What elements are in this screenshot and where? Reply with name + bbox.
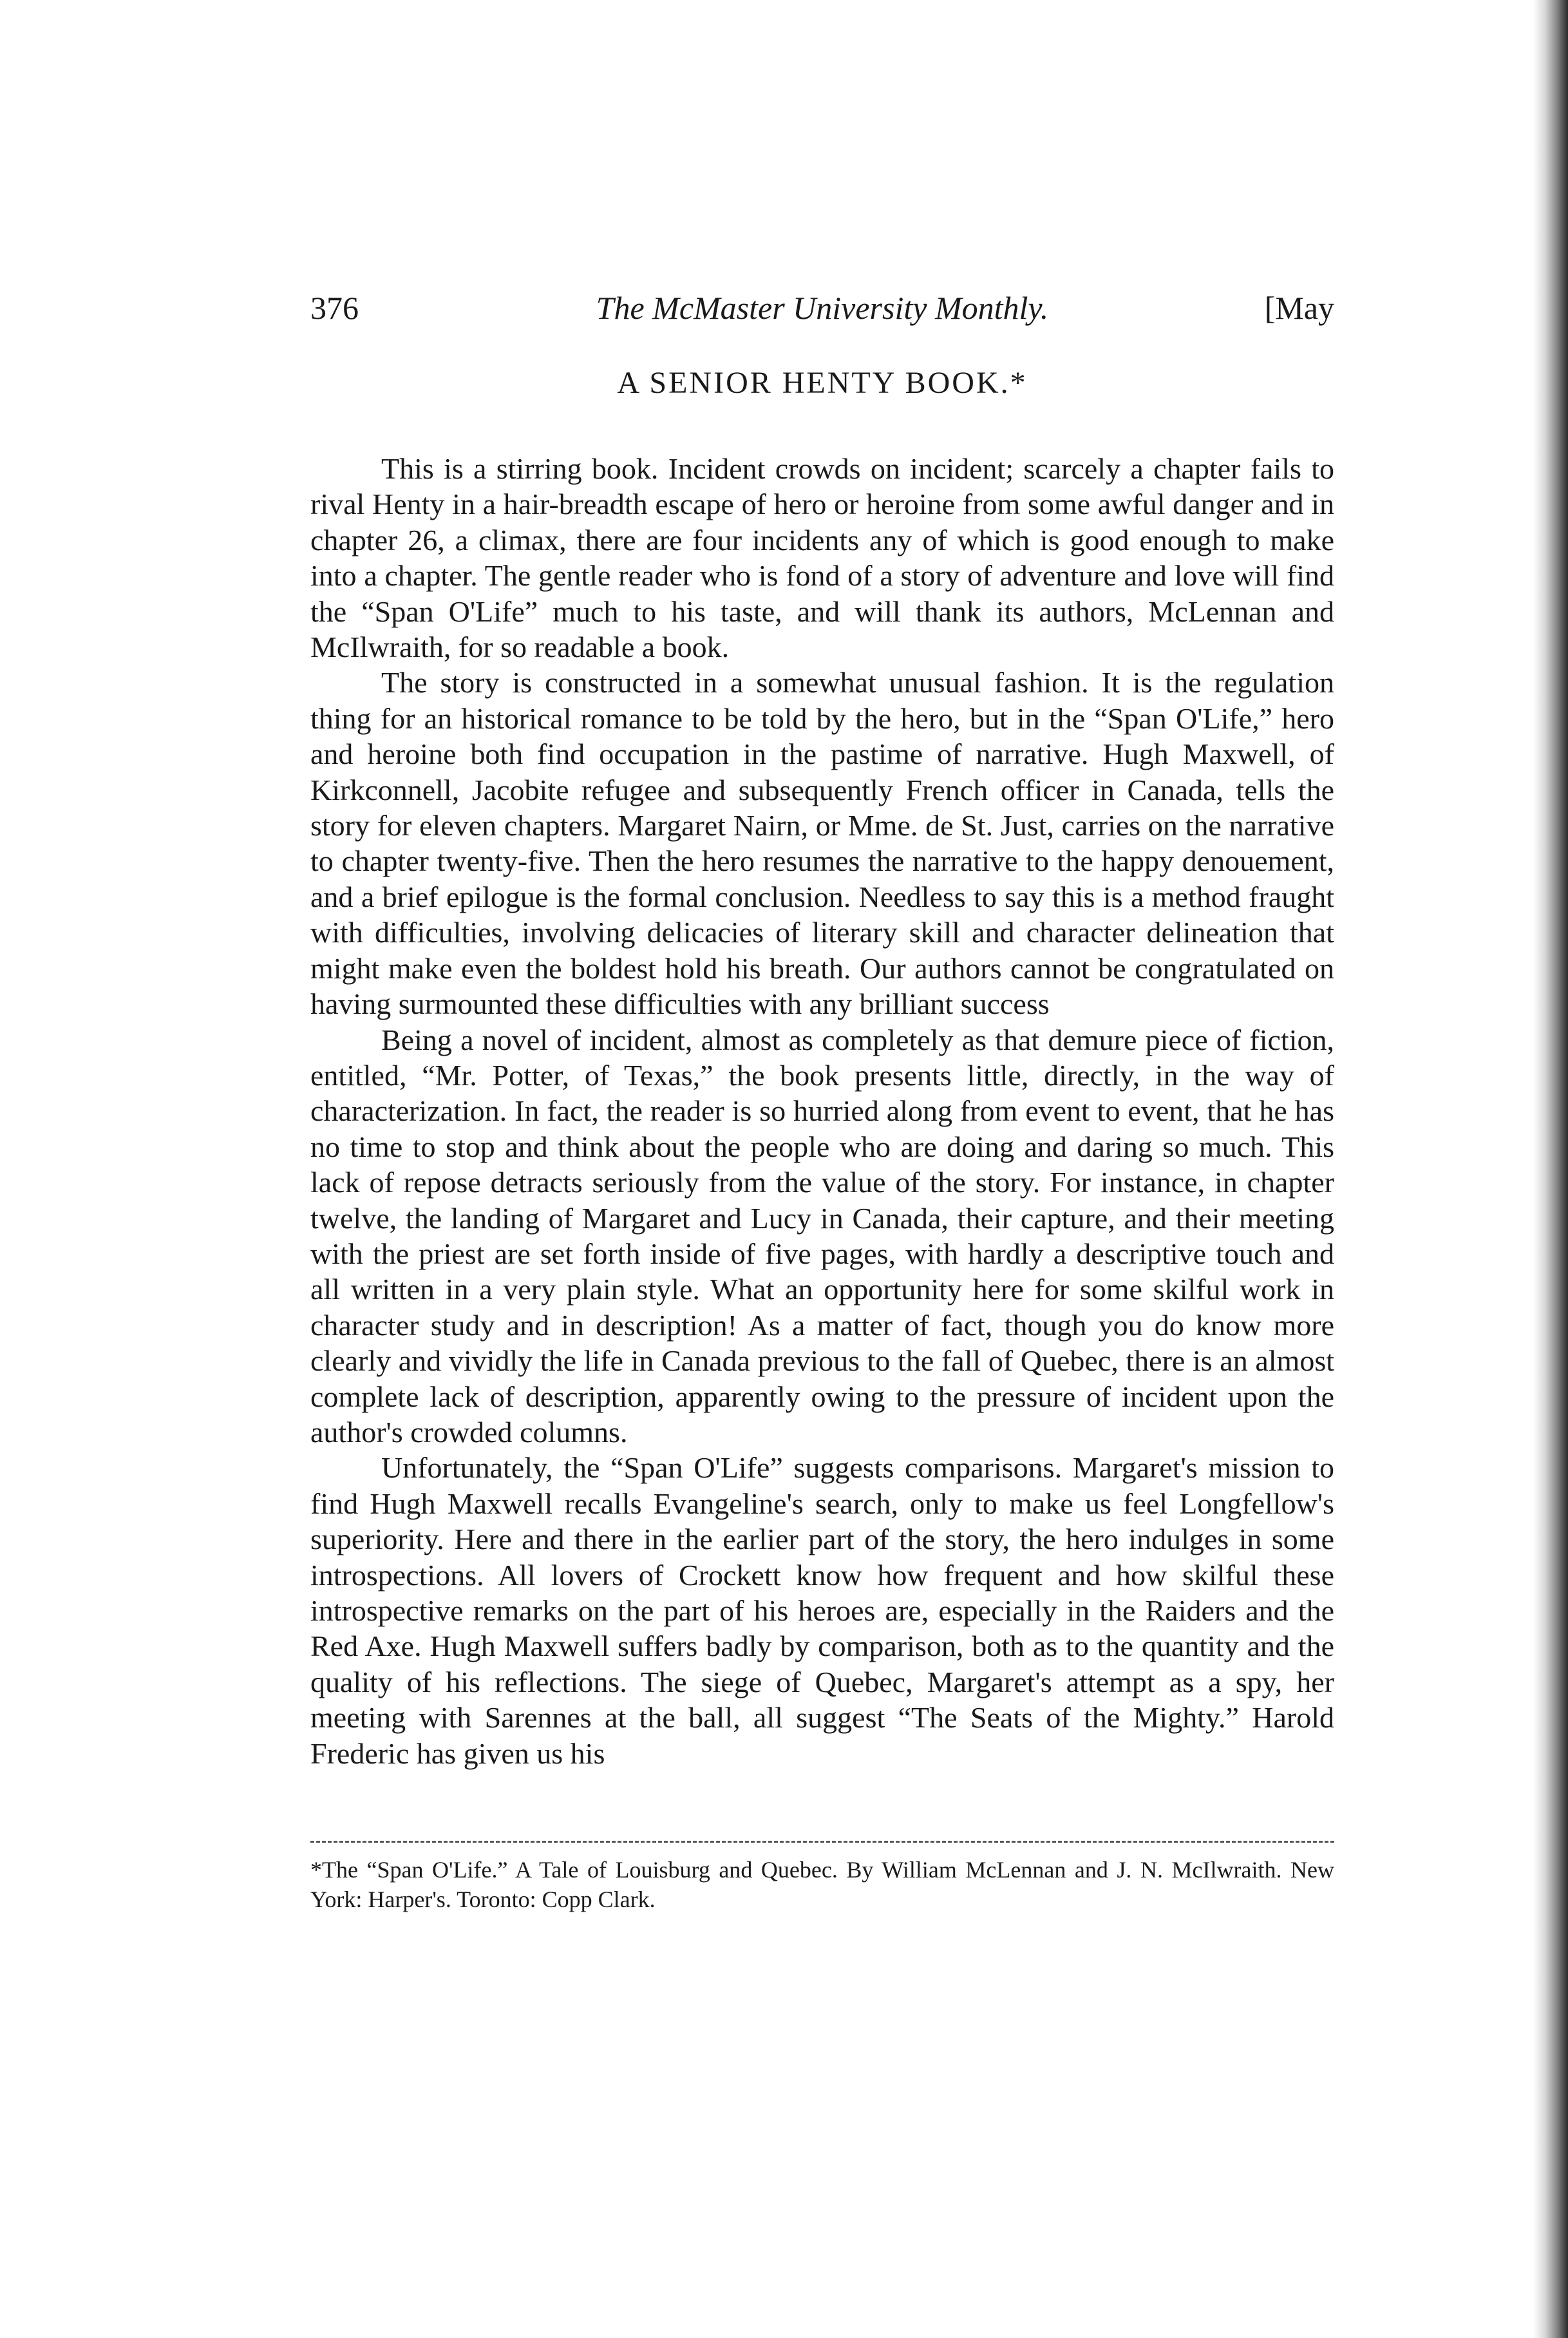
page-number: 376 bbox=[310, 290, 359, 326]
scanned-page-edge bbox=[1510, 0, 1568, 2338]
paragraph: Being a novel of incident, almost as completely as that demure piece of fiction, entitled, “Mr. Potter, of Texas,” the book presents little, directly, in the way of characterization. In fact, the reader is so hurried along from event to event, that he has no time to stop and think about the people who are doing and daring so much. This lack of repose detracts seriously from the value of the story. For instance, in chapter twelve, the landing of Margaret and Lucy in Canada, their capture, and their meeting with the priest are set forth inside of five pages, with hardly a descriptive touch and all written in a very plain style. What an opportunity here for some skilful work in character study and in description! As a matter of fact, though you do know more clearly and vividly the life in Canada previous to the fall of Quebec, there is an almost complete lack of description, apparently owing to the pressure of incident upon the author's crowded columns. bbox=[310, 1023, 1334, 1449]
article-title: A SENIOR HENTY BOOK.* bbox=[617, 366, 1028, 400]
journal-title: The McMaster University Monthly. bbox=[596, 290, 1049, 326]
footnote: *The “Span O'Life.” A Tale of Louisburg and Quebec. By William McLennan and J. N. McIlwraith. New York: Harper's. Toronto: Copp Clark. bbox=[310, 1857, 1334, 1912]
paragraph: Unfortunately, the “Span O'Life” suggests comparisons. Margaret's mission to find Hugh Maxwell recalls Evangeline's search, only to make us feel Longfellow's superiority. Here and there in the earlier part of the story, the hero indulges in some introspections. All lovers of Crockett know how frequent and how skilful these introspective remarks on the part of his heroes are, especially in the Raiders and the Red Axe. Hugh Maxwell suffers badly by comparison, both as to the quantity and the quality of his reflections. The siege of Quebec, Margaret's attempt as a spy, her meeting with Sarennes at the ball, all suggest “The Seats of the Mighty.” Harold Frederic has given us his bbox=[310, 1451, 1334, 1770]
running-head bbox=[310, 282, 1334, 334]
issue-month: [May bbox=[1264, 290, 1334, 326]
footnote-divider bbox=[310, 1841, 1334, 1843]
article-body bbox=[310, 451, 1334, 1771]
paragraph: The story is constructed in a somewhat unusual fashion. It is the regulation thing for an historical romance to be told by the hero, but in the “Span O'Life,” hero and heroine both find occupation in the pastime of narrative. Hugh Maxwell, of Kirkconnell, Jacobite refugee and subsequently French officer in Canada, tells the story for eleven chapters. Margaret Nairn, or Mme. de St. Just, carries on the narrative to chapter twenty-five. Then the hero resumes the narrative to the happy denouement, and a brief epilogue is the formal conclusion. Needless to say this is a method fraught with difficulties, involving delicacies of literary skill and character delineation that might make even the boldest hold his breath. Our authors cannot be congratulated on having surmounted these difficulties with any brilliant success bbox=[310, 666, 1334, 1021]
paragraph: This is a stirring book. Incident crowds on incident; scarcely a chapter fails to rival Henty in a hair-breadth escape of hero or heroine from some awful danger and in chapter 26, a climax, there are four incidents any of which is good enough to make into a chapter. The gentle reader who is fond of a story of adventure and love will find the “Span O'Life” much to his taste, and will thank its authors, McLennan and McIlwraith, for so readable a book. bbox=[310, 452, 1334, 664]
